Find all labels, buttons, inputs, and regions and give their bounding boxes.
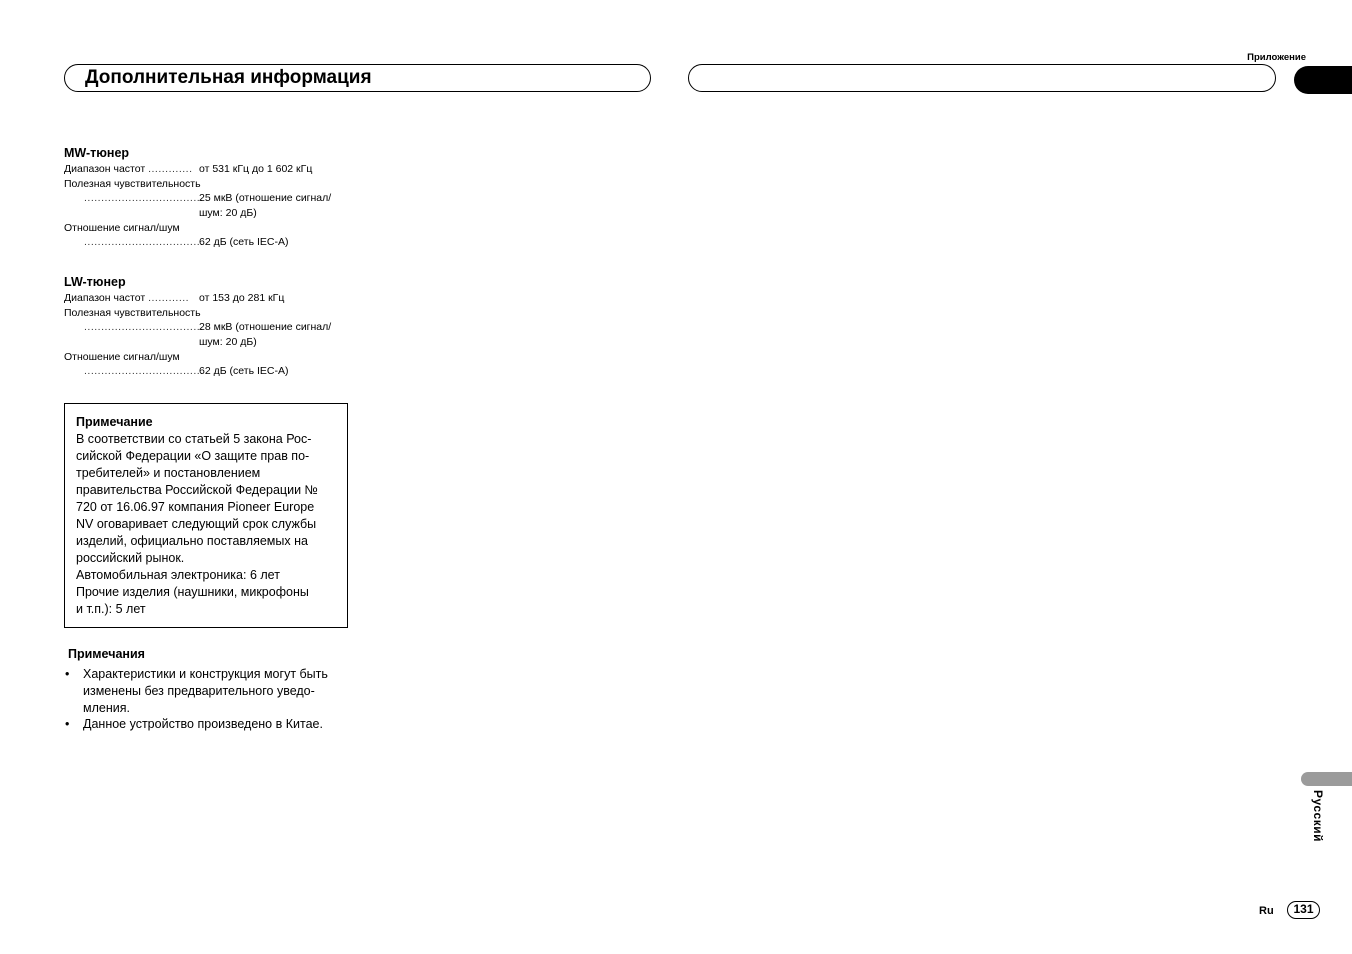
note-line: 720 от 16.06.97 компания Pioneer Europe xyxy=(76,500,315,514)
mw-freq-leader: ............. xyxy=(148,163,193,175)
note-line: изделий, официально поставляемых на xyxy=(76,534,308,548)
mw-sens-value-1: 25 мкВ (отношение сигнал/ xyxy=(199,192,332,204)
note-line: NV оговаривает следующий срок службы xyxy=(76,517,317,531)
lw-sens-leader: ................................... xyxy=(84,321,204,333)
lw-freq-label: Диапазон частот xyxy=(64,292,146,304)
list-item-line: Данное устройство произведено в Китае. xyxy=(83,717,323,731)
lw-freq-row xyxy=(64,291,189,305)
mw-snr-value: 62 дБ (сеть IEC-A) xyxy=(199,236,289,248)
lw-freq-leader: ............ xyxy=(148,292,190,304)
list-item xyxy=(65,666,328,717)
note-title: Примечание xyxy=(76,415,153,429)
note-line: и т.п.): 5 лет xyxy=(76,602,146,616)
list-item xyxy=(65,716,323,733)
mw-snr-leader: ................................... xyxy=(84,236,204,248)
section-label: Приложение xyxy=(1247,52,1306,63)
mw-sens-label: Полезная чувствительность xyxy=(64,178,201,190)
note-box xyxy=(64,403,348,628)
bullet-icon: • xyxy=(65,717,70,731)
list-item-line: изменены без предварительного уведо- xyxy=(83,684,315,698)
note-line: российский рынок. xyxy=(76,551,185,565)
bullet-icon: • xyxy=(65,667,70,681)
section-tab xyxy=(1294,66,1352,94)
lw-sens-value-2: шум: 20 дБ) xyxy=(199,336,257,348)
language-code: Ru xyxy=(1259,905,1274,917)
note-line: требителей» и постановлением xyxy=(76,466,261,480)
language-tab xyxy=(1301,772,1352,786)
lw-sens-value-1: 28 мкВ (отношение сигнал/ xyxy=(199,321,332,333)
lw-snr-leader: ................................... xyxy=(84,365,204,377)
note-line: Автомобильная электроника: 6 лет xyxy=(76,568,280,582)
list-item-line: Характеристики и конструкция могут быть xyxy=(83,667,328,681)
right-banner xyxy=(688,64,1276,92)
note-line: Прочие изделия (наушники, микрофоны xyxy=(76,585,309,599)
lw-snr-value: 62 дБ (сеть IEC-A) xyxy=(199,365,289,377)
mw-freq-label: Диапазон частот xyxy=(64,163,146,175)
mw-heading: MW-тюнер xyxy=(64,146,130,160)
language-label: Русский xyxy=(1311,790,1325,842)
mw-snr-label: Отношение сигнал/шум xyxy=(64,222,180,234)
page-title: Дополнительная информация xyxy=(85,67,372,88)
mw-freq-value: от 531 кГц до 1 602 кГц xyxy=(199,163,313,175)
notes-title: Примечания xyxy=(68,647,145,661)
mw-sens-value-2: шум: 20 дБ) xyxy=(199,207,257,219)
mw-freq-row xyxy=(64,162,193,176)
note-line: сийской Федерации «О защите прав по- xyxy=(76,449,310,463)
lw-sens-label: Полезная чувствительность xyxy=(64,307,201,319)
lw-heading: LW-тюнер xyxy=(64,275,126,289)
lw-snr-label: Отношение сигнал/шум xyxy=(64,351,180,363)
mw-sens-leader: ................................... xyxy=(84,192,204,204)
list-item-line: мления. xyxy=(83,701,130,715)
note-line: правительства Российской Федерации № xyxy=(76,483,318,497)
title-banner xyxy=(64,64,651,92)
lw-freq-value: от 153 до 281 кГц xyxy=(199,292,285,304)
note-line: В соответствии со статьей 5 закона Рос- xyxy=(76,432,312,446)
page-number: 131 xyxy=(1287,901,1320,919)
